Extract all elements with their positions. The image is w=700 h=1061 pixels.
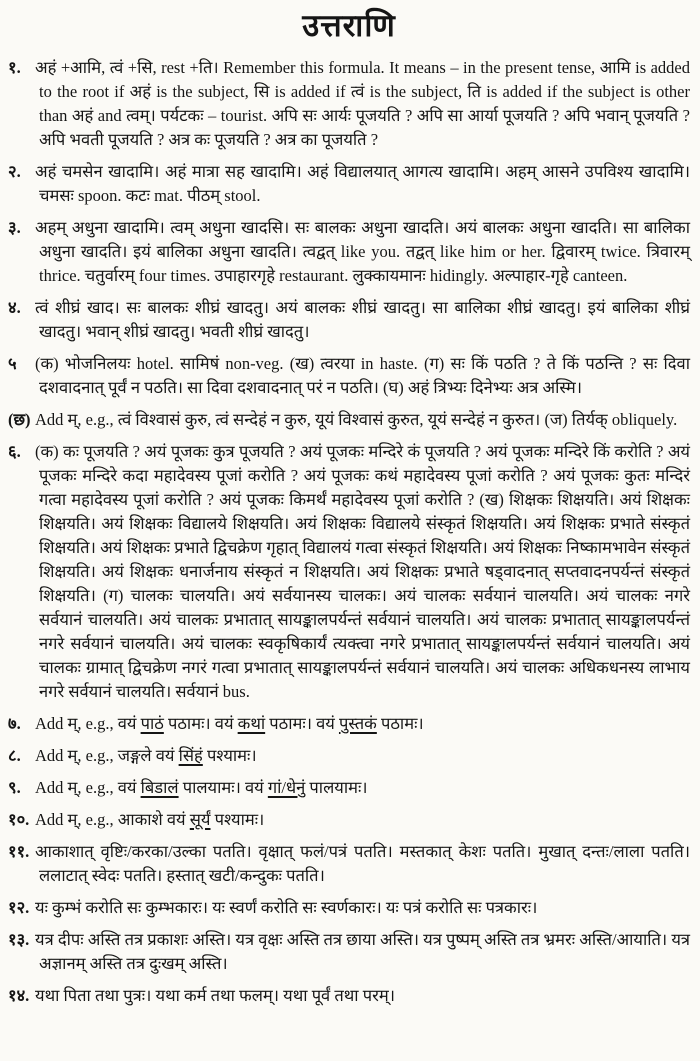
underlined-word: कथां [237, 714, 266, 733]
text-segment: अहम् अधुना खादामि। त्वम् अधुना खादसि। सः बालकः अधुना खादति। अयं बालकः अधुना खादति। सा बालिका अधुना खादति। इयं बालिका अधुना खादति। त्वद्वत् like you. तद्वत् like him or her. द्विवारम् twice. त्रिवारम् thrice. चतुर्वारम् four times. उपाहारगृहे restaurant. लुक्कायमानः hidingly. अल्पाहार-गृहे canteen. [35, 218, 690, 285]
item-number: १. [8, 58, 21, 77]
answer-item [8, 408, 690, 432]
answer-item [8, 896, 690, 920]
text-segment: त्वं शीघ्रं खाद। सः बालकः शीघ्रं खादतु। अयं बालकः शीघ्रं खादतु। सा बालिका शीघ्रं खादतु। इयं बालिका शीघ्रं खादतु। भवान् शीघ्रं खादतु। भवती शीघ्रं खादतु। [35, 298, 690, 341]
text-segment: यः कुम्भं करोति सः कुम्भकारः। यः स्वर्णं करोति सः स्वर्णकारः। यः पत्रं करोति सः पत्रकारः। [35, 898, 538, 917]
item-number: ९. [8, 778, 21, 797]
item-text [35, 298, 690, 341]
item-text [35, 354, 690, 397]
answer-item [8, 160, 690, 208]
text-segment: यत्र दीपः अस्ति तत्र प्रकाशः अस्ति। यत्र वृक्षः अस्ति तत्र छाया अस्ति। यत्र पुष्पम् अस्ति तत्र भ्रमरः अस्ति/आयाति। यत्र अज्ञानम् अस्ति तत्र दुःखम् अस्ति। [35, 930, 690, 973]
answer-item [8, 216, 690, 288]
answer-item [8, 776, 690, 800]
answer-item [8, 984, 690, 1008]
answer-item [8, 808, 690, 832]
text-segment: यथा पिता तथा पुत्रः। यथा कर्म तथा फलम्। यथा पूर्वं तथा परम्। [35, 986, 395, 1005]
text-segment: Add म्, e.g., आकाशे वयं [35, 810, 190, 829]
text-segment: पठामः। [376, 714, 424, 733]
underlined-word: पुस्तकं [338, 714, 377, 733]
text-segment: (क) कः पूजयति ? अयं पूजकः कुत्र पूजयति ? अयं पूजकः मन्दिरे कं पूजयति ? अयं पूजकः मन्दिरे किं करोति ? अयं पूजकः मन्दिरे कदा महादेवस्य पूजां करोति ? अयं पूजकः कथं महादेवस्य पूजां करोति ? अयं पूजकः कुतः मन्दिरं गत्वा महादेवस्य पूजां करोति ? अयं पूजकः किमर्थं महादेवस्य पूजां करोति ? (ख) शिक्षकः शिक्षयति। अयं शिक्षकः शिक्षयति। अयं शिक्षकः विद्यालये शिक्षयति। अयं शिक्षकः विद्यालये संस्कृतं शिक्षयति। अयं शिक्षकः प्रभाते संस्कृतं शिक्षयति। अयं शिक्षकः प्रभाते द्विचक्रेण गृहात् विद्यालयं गत्वा संस्कृतं शिक्षयति। अयं शिक्षकः निष्कामभावेन संस्कृतं शिक्षयति। अयं शिक्षकः धनार्जनाय संस्कृतं न शिक्षयति। अयं शिक्षकः प्रभाते षड्वादनात् सप्तवादनपर्यन्तं संस्कृतं शिक्षयति। (ग) चालकः चालयति। अयं सर्वयानस्य चालकः। अयं चालकः सर्वयानं चालयति। अयं चालकः नगरे सर्वयानं चालयति। अयं चालकः प्रभातात् सायङ्कालपर्यन्तं सर्वयानं चालयति। अयं चालकः प्रभातात् सायङ्कालपर्यन्तं नगरे सर्वयानं चालयति। अयं चालकः स्वकृषिकार्यं त्यक्त्वा नगरे प्रभातात् सायङ्कालपर्यन्तं सर्वयानं चालयति। अयं चालकः ग्रामात् द्विचक्रेण नगरं गत्वा प्रभातात् सायङ्कालपर्यन्तं सर्वयानं चालयति। अयं चालकः अधिकधनस्य लाभाय नगरे सर्वयानं चालयति। सर्वयानं bus. [35, 442, 690, 701]
answer-item [8, 840, 690, 888]
item-text [35, 746, 257, 765]
text-segment: Add म्, e.g., जङ्गले वयं [35, 746, 179, 765]
underlined-word: बिडालं [140, 778, 179, 797]
item-number: ३. [8, 218, 21, 237]
item-number: १२. [8, 898, 30, 917]
item-text [35, 778, 368, 797]
text-segment: आकाशात् वृष्टिः/करका/उल्का पतति। वृक्षात् फलं/पत्रं पतति। मस्तकात् केशः पतति। मुखात् दन्तः/लाला पतति। ललाटात् स्वेदः पतति। हस्तात् खटी/कन्दुकः पतति। [35, 842, 690, 885]
text-segment: अहं चमसेन खादामि। अहं मात्रा सह खादामि। अहं विद्यालयात् आगत्य खादामि। अहम् आसने उपविश्य खादामि। चमसः spoon. कटः mat. पीठम् stool. [35, 162, 690, 205]
item-number: १०. [8, 810, 30, 829]
item-text [35, 810, 264, 829]
text-segment: Add म्, e.g., वयं [35, 714, 141, 733]
item-number: १४. [8, 986, 30, 1005]
underlined-word: गां/धेनुं [267, 778, 306, 797]
answer-item [8, 296, 690, 344]
item-text [35, 162, 690, 205]
item-text [35, 410, 677, 429]
item-text [35, 58, 690, 149]
underlined-word: सूर्यं [189, 810, 211, 829]
underlined-word: पाठं [140, 714, 164, 733]
text-segment: पालयामः। वयं [178, 778, 268, 797]
text-segment: (क) भोजनिलयः hotel. सामिषं non-veg. (ख) त्वरया in haste. (ग) सः किं पठति ? ते किं पठन्ति ? सः दिवा दशवादनात् पूर्वं न पठति। सा दिवा दशवादनात् परं न पठति। (घ) अहं त्रिभ्यः दिनेभ्यः अत्र अस्मि। [35, 354, 690, 397]
text-segment: अहं +आमि, त्वं +सि, rest +ति। Remember this formula. It means – in the present tense, आमि is added to the root if अहं is the subject, सि is added if त्वं is the subject, ति is added if the subject is other than अहं and त्वम्। पर्यटकः – tourist. अपि सः आर्यः पूजयति ? अपि सा आर्या पूजयति ? अपि भवान् पूजयति ? अपि भवती पूजयति ? अत्र कः पूजयति ? अत्र का पूजयति ? [35, 58, 690, 149]
item-number: ५ [8, 354, 17, 373]
item-text [35, 986, 395, 1005]
item-text [35, 218, 690, 285]
item-number: ७. [8, 714, 21, 733]
text-segment: पश्यामः। [210, 810, 265, 829]
item-number: १३. [8, 930, 30, 949]
underlined-word: सिंहं [178, 746, 203, 765]
answer-item [8, 440, 690, 704]
item-text [35, 930, 690, 973]
answers-list [8, 56, 690, 1008]
text-segment: पठामः। वयं [265, 714, 339, 733]
item-number: ६. [8, 442, 21, 461]
answer-item [8, 744, 690, 768]
item-text [35, 714, 424, 733]
item-number: २. [8, 162, 21, 181]
item-number: ४. [8, 298, 21, 317]
item-number: (छ) [8, 410, 31, 429]
text-segment: पालयामः। [305, 778, 368, 797]
text-segment: पठामः। वयं [163, 714, 238, 733]
item-text [35, 442, 690, 701]
text-segment: Add म्, e.g., त्वं विश्वासं कुरु, त्वं सन्देहं न कुरु, यूयं विश्वासं कुरुत, यूयं सन्देहं न कुरुत। (ज) तिर्यक् obliquely. [35, 410, 678, 429]
text-segment: Add म्, e.g., वयं [35, 778, 141, 797]
text-segment: पश्यामः। [202, 746, 257, 765]
answer-item [8, 928, 690, 976]
answer-item [8, 56, 690, 152]
answer-item [8, 352, 690, 400]
item-text [35, 842, 690, 885]
answer-item [8, 712, 690, 736]
item-number: ११. [8, 842, 30, 861]
page-title: उत्तराणि [302, 8, 396, 43]
item-number: ८. [8, 746, 21, 765]
item-text [35, 898, 537, 917]
